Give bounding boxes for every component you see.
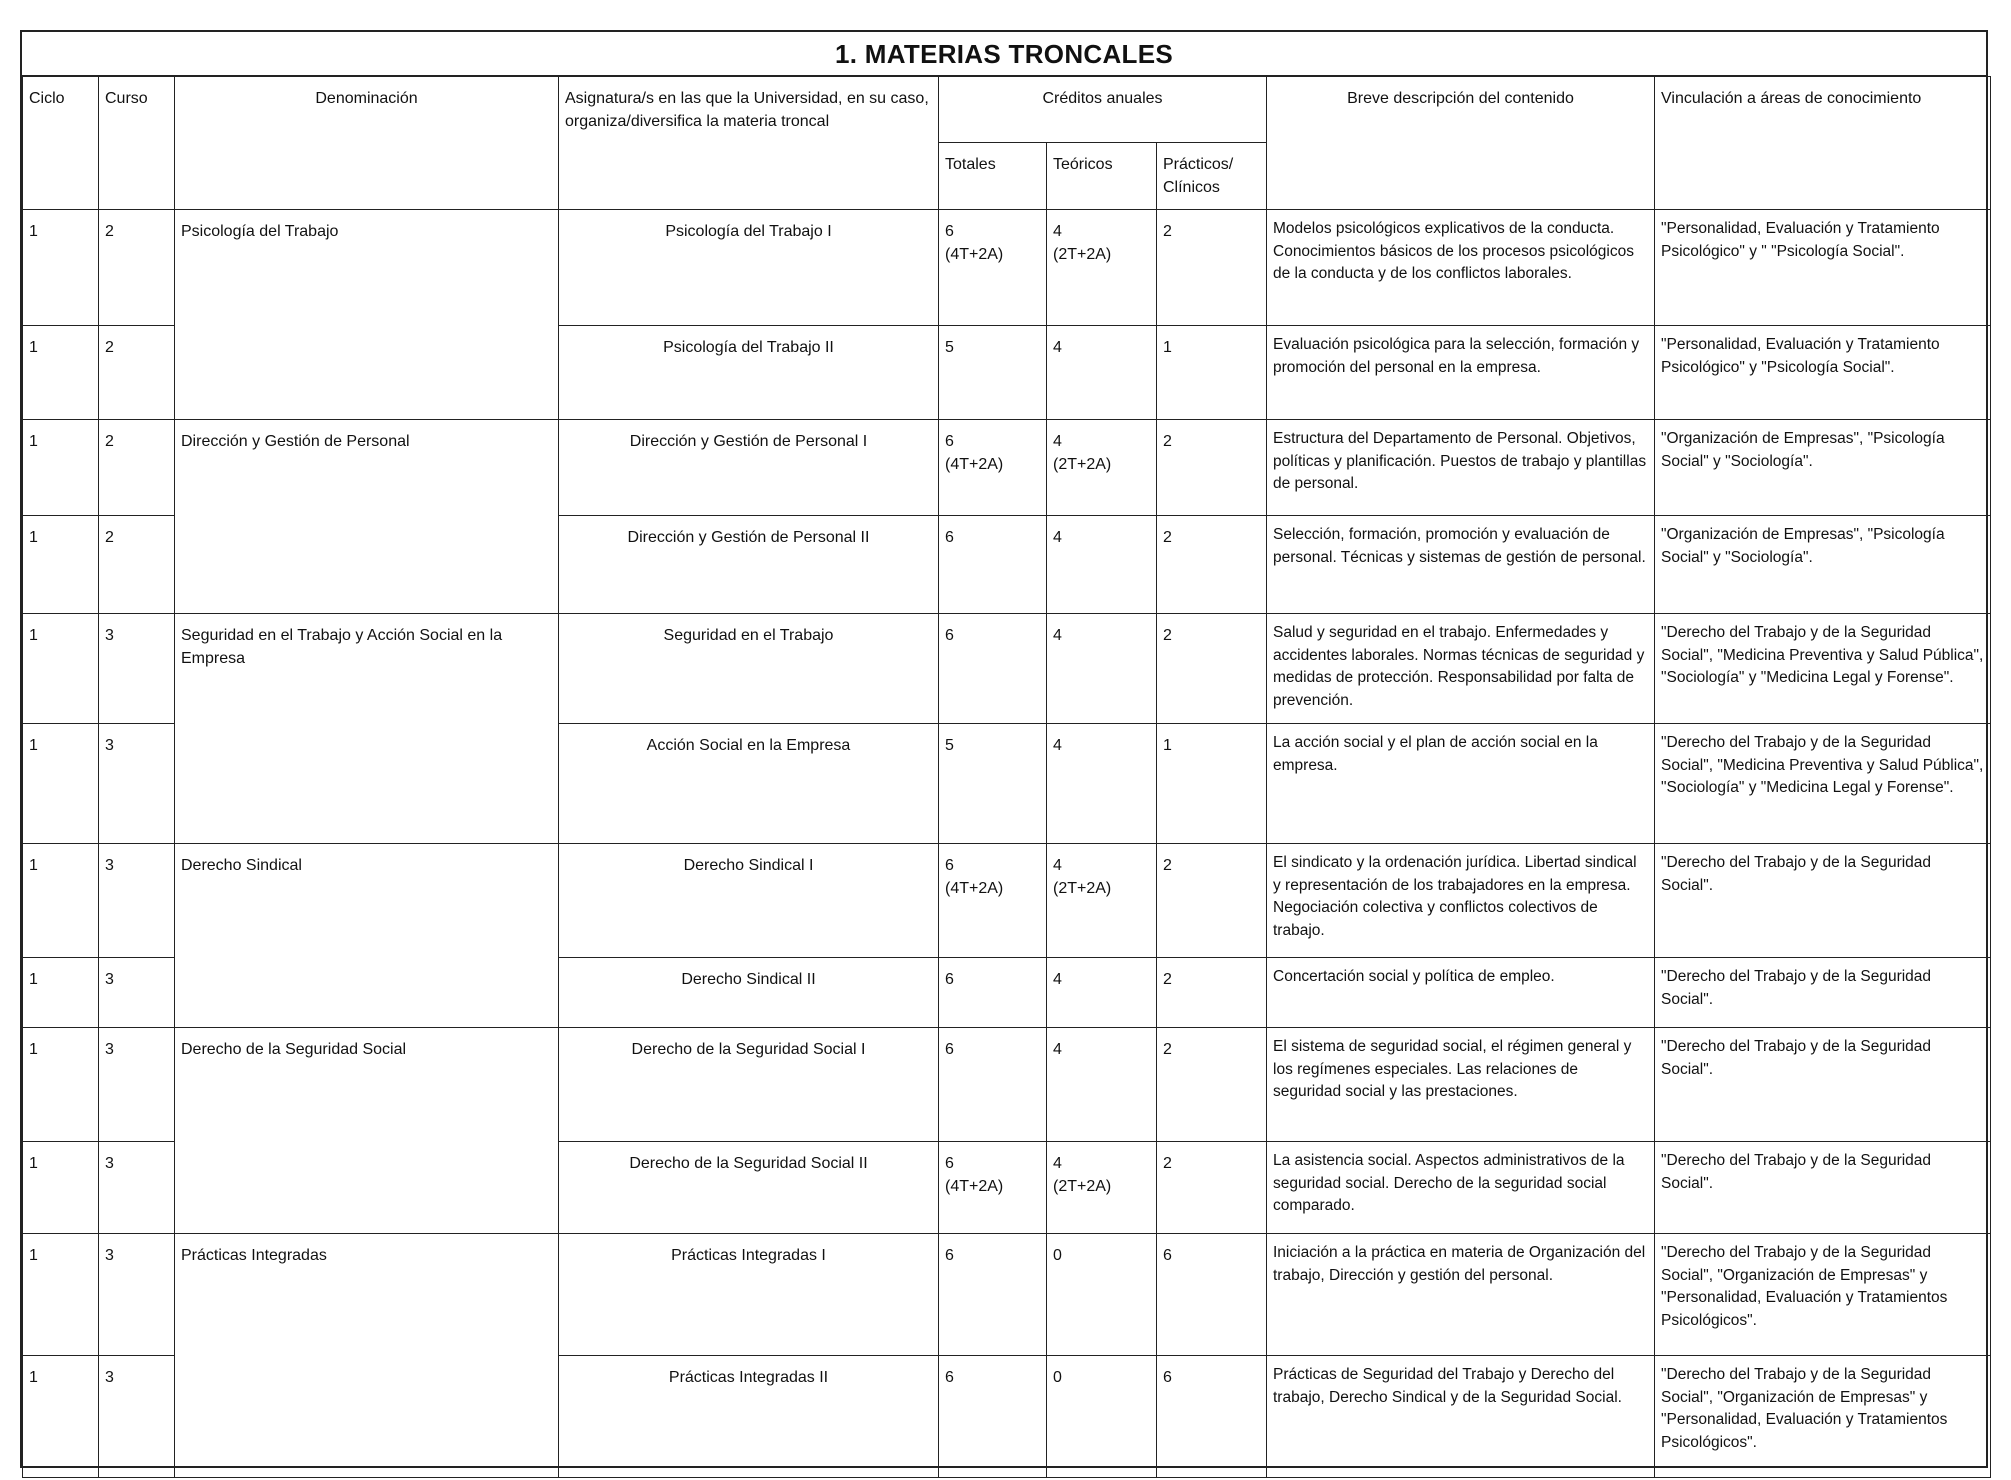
document-page	[20, 30, 1988, 1468]
cell-totales: 6	[939, 958, 1047, 1028]
cell-teoricos: 4	[1047, 614, 1157, 724]
cell-ciclo: 1	[23, 724, 99, 844]
cell-vinculacion: "Derecho del Trabajo y de la Seguridad Social", "Medicina Preventiva y Salud Pública", "Sociología" y "Medicina Legal y Forense".	[1655, 724, 1991, 844]
cell-descripcion: La acción social y el plan de acción social en la empresa.	[1267, 724, 1655, 844]
cell-curso: 3	[99, 1142, 175, 1234]
cell-curso: 2	[99, 210, 175, 326]
cell-practicos: 2	[1157, 516, 1267, 614]
header-ciclo: Ciclo	[23, 77, 99, 210]
header-practicos: Prácticos/ Clínicos	[1157, 143, 1267, 210]
cell-denominacion: Dirección y Gestión de Personal	[175, 420, 559, 614]
cell-totales: 5	[939, 326, 1047, 420]
table-body	[23, 210, 1991, 1478]
cell-practicos: 2	[1157, 614, 1267, 724]
header-curso: Curso	[99, 77, 175, 210]
cell-teoricos: 4	[1047, 724, 1157, 844]
table-row	[23, 1234, 1991, 1356]
cell-descripcion: Modelos psicológicos explicativos de la conducta. Conocimientos básicos de los procesos psicológicos de la conducta y de los conflictos laborales.	[1267, 210, 1655, 326]
cell-totales: 6	[939, 1234, 1047, 1356]
table-row	[23, 614, 1991, 724]
cell-descripcion: Salud y seguridad en el trabajo. Enfermedades y accidentes laborales. Normas técnicas de seguridad y medidas de protección. Responsabilidad por falta de prevención.	[1267, 614, 1655, 724]
cell-teoricos: 0	[1047, 1356, 1157, 1478]
cell-curso: 2	[99, 420, 175, 516]
cell-totales: 6	[939, 516, 1047, 614]
cell-totales: 6	[939, 614, 1047, 724]
cell-practicos: 2	[1157, 420, 1267, 516]
cell-ciclo: 1	[23, 1028, 99, 1142]
header-teoricos: Teóricos	[1047, 143, 1157, 210]
header-creditos: Créditos anuales	[939, 77, 1267, 143]
cell-asignatura: Prácticas Integradas I	[559, 1234, 939, 1356]
cell-denominacion: Psicología del Trabajo	[175, 210, 559, 420]
cell-denominacion: Seguridad en el Trabajo y Acción Social en la Empresa	[175, 614, 559, 844]
cell-asignatura: Psicología del Trabajo I	[559, 210, 939, 326]
cell-descripcion: La asistencia social. Aspectos administrativos de la seguridad social. Derecho de la seguridad social comparado.	[1267, 1142, 1655, 1234]
cell-descripcion: Iniciación a la práctica en materia de Organización del trabajo, Dirección y gestión del personal.	[1267, 1234, 1655, 1356]
header-asignatura: Asignatura/s en las que la Universidad, en su caso, organiza/diversifica la materia troncal	[559, 77, 939, 210]
document-title: 1. MATERIAS TRONCALES	[22, 32, 1986, 76]
cell-asignatura: Psicología del Trabajo II	[559, 326, 939, 420]
cell-curso: 3	[99, 1028, 175, 1142]
cell-curso: 3	[99, 958, 175, 1028]
cell-vinculacion: "Derecho del Trabajo y de la Seguridad Social", "Medicina Preventiva y Salud Pública", "Sociología" y "Medicina Legal y Forense".	[1655, 614, 1991, 724]
cell-teoricos: 4 (2T+2A)	[1047, 1142, 1157, 1234]
cell-practicos: 2	[1157, 1028, 1267, 1142]
cell-descripcion: El sindicato y la ordenación jurídica. Libertad sindical y representación de los trabajadores en la empresa. Negociación colectiva y conflictos colectivos de trabajo.	[1267, 844, 1655, 958]
materias-table	[22, 76, 1991, 1478]
cell-asignatura: Derecho Sindical I	[559, 844, 939, 958]
header-denominacion: Denominación	[175, 77, 559, 210]
cell-practicos: 2	[1157, 844, 1267, 958]
cell-ciclo: 1	[23, 326, 99, 420]
header-totales: Totales	[939, 143, 1047, 210]
cell-asignatura: Acción Social en la Empresa	[559, 724, 939, 844]
cell-teoricos: 0	[1047, 1234, 1157, 1356]
cell-totales: 6	[939, 1356, 1047, 1478]
cell-vinculacion: "Organización de Empresas", "Psicología Social" y "Sociología".	[1655, 516, 1991, 614]
cell-totales: 6 (4T+2A)	[939, 844, 1047, 958]
cell-teoricos: 4	[1047, 958, 1157, 1028]
cell-teoricos: 4	[1047, 326, 1157, 420]
cell-curso: 3	[99, 724, 175, 844]
cell-denominacion: Derecho de la Seguridad Social	[175, 1028, 559, 1234]
cell-curso: 3	[99, 1356, 175, 1478]
cell-vinculacion: "Personalidad, Evaluación y Tratamiento Psicológico" y "Psicología Social".	[1655, 326, 1991, 420]
cell-teoricos: 4 (2T+2A)	[1047, 420, 1157, 516]
cell-asignatura: Derecho de la Seguridad Social I	[559, 1028, 939, 1142]
cell-denominacion: Derecho Sindical	[175, 844, 559, 1028]
table-row	[23, 844, 1991, 958]
cell-ciclo: 1	[23, 844, 99, 958]
cell-practicos: 2	[1157, 210, 1267, 326]
cell-curso: 3	[99, 844, 175, 958]
cell-vinculacion: "Derecho del Trabajo y de la Seguridad Social".	[1655, 958, 1991, 1028]
cell-ciclo: 1	[23, 1234, 99, 1356]
cell-ciclo: 1	[23, 1142, 99, 1234]
cell-totales: 6 (4T+2A)	[939, 1142, 1047, 1234]
cell-ciclo: 1	[23, 420, 99, 516]
cell-vinculacion: "Organización de Empresas", "Psicología Social" y "Sociología".	[1655, 420, 1991, 516]
cell-asignatura: Derecho de la Seguridad Social II	[559, 1142, 939, 1234]
cell-teoricos: 4	[1047, 516, 1157, 614]
cell-curso: 3	[99, 1234, 175, 1356]
cell-teoricos: 4 (2T+2A)	[1047, 210, 1157, 326]
cell-vinculacion: "Derecho del Trabajo y de la Seguridad Social", "Organización de Empresas" y "Personalidad, Evaluación y Tratamientos Psicológicos".	[1655, 1234, 1991, 1356]
cell-practicos: 1	[1157, 724, 1267, 844]
cell-practicos: 1	[1157, 326, 1267, 420]
cell-ciclo: 1	[23, 958, 99, 1028]
cell-vinculacion: "Derecho del Trabajo y de la Seguridad Social".	[1655, 1028, 1991, 1142]
cell-totales: 6 (4T+2A)	[939, 420, 1047, 516]
cell-asignatura: Seguridad en el Trabajo	[559, 614, 939, 724]
cell-descripcion: Estructura del Departamento de Personal. Objetivos, políticas y planificación. Puestos de trabajo y plantillas de personal.	[1267, 420, 1655, 516]
cell-descripcion: El sistema de seguridad social, el régimen general y los regímenes especiales. Las relaciones de seguridad social y las prestaciones.	[1267, 1028, 1655, 1142]
cell-curso: 2	[99, 516, 175, 614]
cell-totales: 6 (4T+2A)	[939, 210, 1047, 326]
cell-ciclo: 1	[23, 614, 99, 724]
cell-asignatura: Derecho Sindical II	[559, 958, 939, 1028]
table-row	[23, 1028, 1991, 1142]
cell-ciclo: 1	[23, 210, 99, 326]
cell-descripcion: Prácticas de Seguridad del Trabajo y Derecho del trabajo, Derecho Sindical y de la Seguridad Social.	[1267, 1356, 1655, 1478]
cell-curso: 3	[99, 614, 175, 724]
cell-descripcion: Selección, formación, promoción y evaluación de personal. Técnicas y sistemas de gestión de personal.	[1267, 516, 1655, 614]
header-descripcion: Breve descripción del contenido	[1267, 77, 1655, 210]
header-vinculacion: Vinculación a áreas de conocimiento	[1655, 77, 1991, 210]
cell-descripcion: Concertación social y política de empleo.	[1267, 958, 1655, 1028]
cell-descripcion: Evaluación psicológica para la selección, formación y promoción del personal en la empresa.	[1267, 326, 1655, 420]
cell-asignatura: Dirección y Gestión de Personal II	[559, 516, 939, 614]
cell-denominacion: Prácticas Integradas	[175, 1234, 559, 1478]
table-row	[23, 210, 1991, 326]
cell-ciclo: 1	[23, 1356, 99, 1478]
table-row	[23, 420, 1991, 516]
cell-vinculacion: "Derecho del Trabajo y de la Seguridad Social".	[1655, 1142, 1991, 1234]
cell-totales: 6	[939, 1028, 1047, 1142]
cell-practicos: 2	[1157, 958, 1267, 1028]
cell-vinculacion: "Derecho del Trabajo y de la Seguridad Social", "Organización de Empresas" y "Personalidad, Evaluación y Tratamientos Psicológicos".	[1655, 1356, 1991, 1478]
cell-curso: 2	[99, 326, 175, 420]
cell-asignatura: Prácticas Integradas II	[559, 1356, 939, 1478]
cell-practicos: 6	[1157, 1356, 1267, 1478]
cell-teoricos: 4 (2T+2A)	[1047, 844, 1157, 958]
cell-asignatura: Dirección y Gestión de Personal I	[559, 420, 939, 516]
cell-practicos: 2	[1157, 1142, 1267, 1234]
cell-ciclo: 1	[23, 516, 99, 614]
cell-vinculacion: "Personalidad, Evaluación y Tratamiento Psicológico" y " "Psicología Social".	[1655, 210, 1991, 326]
cell-teoricos: 4	[1047, 1028, 1157, 1142]
cell-practicos: 6	[1157, 1234, 1267, 1356]
cell-totales: 5	[939, 724, 1047, 844]
cell-vinculacion: "Derecho del Trabajo y de la Seguridad Social".	[1655, 844, 1991, 958]
